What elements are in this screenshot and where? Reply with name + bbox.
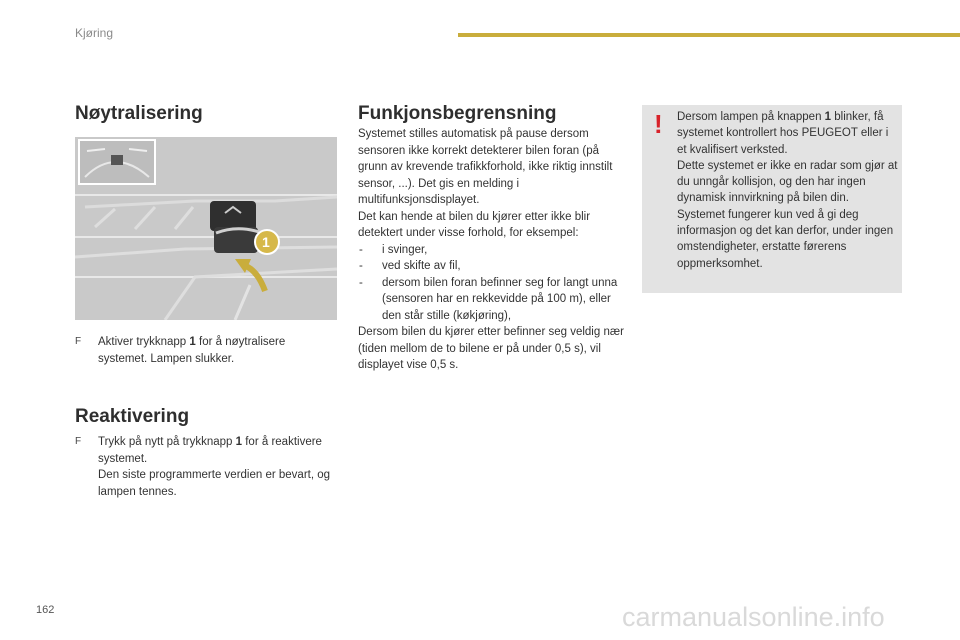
reactivate-step-note: Den siste programmerte verdien er bevart, og lampen tennes. [98, 469, 331, 498]
button-number: 1 [235, 436, 243, 448]
list-item-text: i svinger, [382, 243, 428, 256]
neutralizing-title: Nøytralisering [75, 103, 203, 124]
bullet-mark: F [75, 436, 82, 447]
watermark: carmanualsonline.info [622, 602, 885, 632]
neutralize-step-text-start: Aktiver trykknapp [98, 336, 190, 348]
warning-text-end: blinker, få systemet kontrollert hos PEUGEOT eller i et kvalifisert verksted. [677, 111, 889, 156]
bullet-mark: F [75, 336, 82, 347]
warning-text-start: Dersom lampen på knappen [677, 111, 825, 123]
limits-title: Funkjonsbegrensning [358, 103, 557, 124]
button-number: 1 [189, 336, 196, 348]
reactivate-step [75, 434, 337, 500]
list-item [358, 258, 626, 275]
list-item-text: ved skifte av fil, [382, 260, 461, 272]
limits-paragraph-3: Dersom bilen du kjører etter befinner seg veldig nær (tiden mellom de to bilene er på under 0,5 s), vil displayet vise 0,5 s. [358, 326, 624, 371]
list-item [358, 242, 626, 259]
reactivate-step-text-end: for å reaktivere systemet. [98, 436, 322, 465]
page-number: 162 [36, 604, 55, 616]
dash-mark: - [359, 276, 363, 289]
list-item [358, 275, 626, 325]
dash-mark: - [359, 243, 363, 256]
limits-body [358, 126, 626, 374]
neutralize-step-text-end: for å nøytralisere systemet. Lampen slukker. [98, 336, 286, 365]
neutralize-step [75, 334, 337, 367]
callout-number: 1 [262, 234, 270, 250]
warning-exclamation-icon: ! [654, 109, 663, 139]
limits-paragraph-1: Systemet stilles automatisk på pause dersom sensoren ikke korrekt detekterer bilen foran (på grunn av krevende trafikkforhold, ikke riktig innstilt sensor, ...). Det gis en melding i multifunksjonsdisplayet. [358, 128, 613, 206]
button-number: 1 [824, 111, 832, 123]
section-label: Kjøring [75, 26, 114, 40]
dash-mark: - [359, 260, 363, 272]
warning-box [642, 105, 902, 293]
warning-text-note: Dette systemet er ikke en radar som gjør at du unngår kollisjon, og den har ingen dynamisk innvirkning på bilen din. Systemet fungerer kun ved å gi deg informasjon og det kan derfor, under ingen omstendigheter, erstatte førerens oppmerksomhet. [677, 159, 898, 270]
header-accent-bar [458, 33, 960, 37]
limits-paragraph-2: Det kan hende at bilen du kjører etter ikke blir detektert under visse forhold, for eksempel: [358, 210, 591, 239]
reactivation-title: Reaktivering [75, 406, 190, 427]
dashboard-button-illustration [75, 137, 337, 320]
warning-text [677, 109, 899, 272]
list-item-text: dersom bilen foran befinner seg for langt unna (sensoren har en rekkevidde på 100 m), eller den står stille (køkjøring), [382, 276, 618, 322]
reactivate-step-text-start: Trykk på nytt på trykknapp [98, 436, 236, 448]
